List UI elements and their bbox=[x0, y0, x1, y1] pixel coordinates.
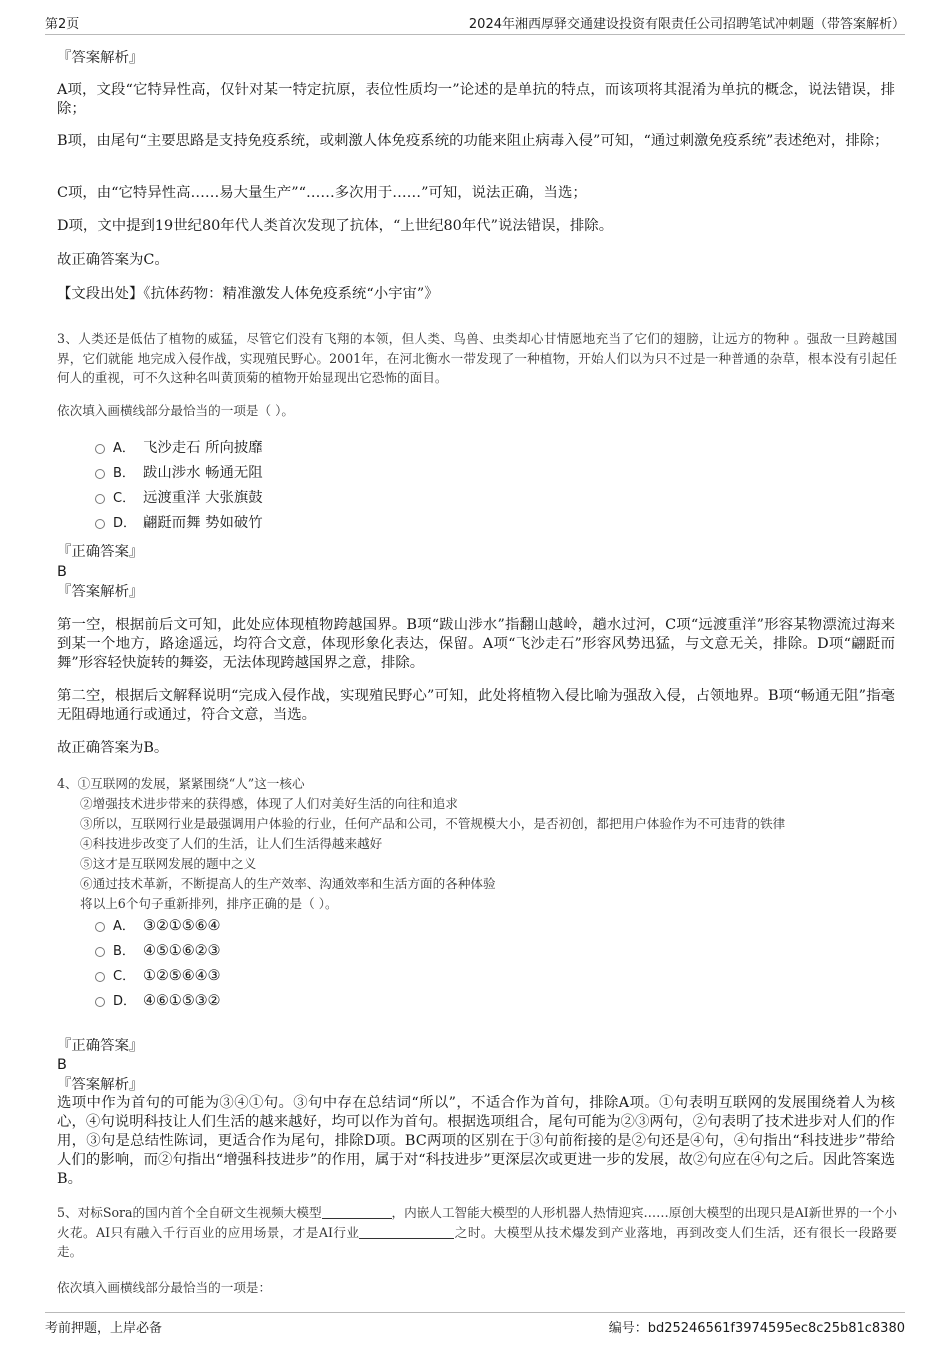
q4-option-a[interactable]: A． ③②①⑤⑥④ bbox=[95, 914, 220, 939]
q4-sentences bbox=[80, 794, 880, 914]
footer-slogan: 考前押题，上岸必备 bbox=[45, 1321, 163, 1336]
q3-option-c[interactable]: C． 远渡重洋 大张旗鼓 bbox=[95, 486, 263, 511]
correct-answer-label: 『正确答案』 bbox=[57, 544, 144, 560]
q3-option-d[interactable]: D． 翩跹而舞 势如破竹 bbox=[95, 511, 263, 536]
radio-icon[interactable] bbox=[95, 494, 105, 504]
q4-sentence-4: ④科技进步改变了人们的生活，让人们生活得越来越好 bbox=[80, 836, 383, 851]
fill-blank bbox=[359, 1225, 454, 1239]
q3-option-b[interactable]: B． 跋山涉水 畅通无阻 bbox=[95, 461, 263, 486]
page-header bbox=[45, 10, 905, 35]
radio-icon[interactable] bbox=[95, 519, 105, 529]
radio-icon[interactable] bbox=[95, 947, 105, 957]
radio-icon[interactable] bbox=[95, 997, 105, 1007]
q4-sentence-6: ⑥通过技术革新，不断提高人的生产效率、沟通效率和生活方面的各种体验 bbox=[80, 876, 496, 891]
q5-prompt: 依次填入画横线部分最恰当的一项是： bbox=[57, 1280, 272, 1295]
q2-analysis-b: B项，由尾句“主要思路是支持免疫系统，或刺激人体免疫系统的功能来阻止病毒入侵”可知，“通过刺激免疫系统”表述绝对，排除； bbox=[57, 133, 889, 149]
q3-prompt: 依次填入画横线部分最恰当的一项是（ ）。 bbox=[57, 403, 294, 418]
q2-source: 【文段出处】《抗体药物：精准激发人体免疫系统“小宇宙”》 bbox=[57, 286, 439, 302]
q4-option-b[interactable]: B． ④⑤①⑥②③ bbox=[95, 939, 220, 964]
q2-analysis-d: D项，文中提到19世纪80年代人类首次发现了抗体，“上世纪80年代”说法错误，排除。 bbox=[57, 218, 614, 234]
radio-icon[interactable] bbox=[95, 922, 105, 932]
q5-stem: 5、对标Sora的国内首个全自研文生视频大模型 ，内嵌人工智能大模型的人形机器人热情迎宾……原创大模型的出现只是AI新世界的一个小火花。AI只有融入千行百业的应用场景，才是AI行业 之时。大模型从技术爆发到产业落地，再到改变人们生活，还有很长一段路要走。 bbox=[57, 1205, 897, 1259]
page-number: 第2页 bbox=[45, 17, 80, 32]
q4-option-c[interactable]: C． ①②⑤⑥④③ bbox=[95, 964, 220, 989]
radio-icon[interactable] bbox=[95, 972, 105, 982]
radio-icon[interactable] bbox=[95, 444, 105, 454]
correct-answer-label: 『正确答案』 bbox=[57, 1038, 144, 1054]
q4-sentence-2: ②增强技术进步带来的获得感，体现了人们对美好生活的向往和追求 bbox=[80, 796, 458, 811]
q4-sentence-5: ⑤这才是互联网发展的题中之义 bbox=[80, 856, 257, 871]
analysis-label: 『答案解析』 bbox=[57, 584, 144, 600]
q4-answer: B bbox=[57, 1057, 67, 1073]
q4-sentence-3: ③所以，互联网行业是最强调用户体验的行业，任何产品和公司，不管规模大小，是否初创，都把用户体验作为不可违背的铁律 bbox=[80, 816, 786, 831]
q3-option-a[interactable]: A． 飞沙走石 所向披靡 bbox=[95, 436, 263, 461]
radio-icon[interactable] bbox=[95, 469, 105, 479]
q4-sentence-1: 4、①互联网的发展，紧紧围绕“人”这一核心 bbox=[57, 776, 305, 791]
q4-options bbox=[95, 914, 220, 1014]
q3-answer: B bbox=[57, 564, 67, 580]
q3-conclusion: 故正确答案为B。 bbox=[57, 740, 169, 756]
fill-blank bbox=[322, 1205, 392, 1219]
q2-analysis-c: C项，由“它特异性高……易大量生产”“……多次用于……”可知，说法正确，当选； bbox=[57, 185, 587, 201]
analysis-label: 『答案解析』 bbox=[57, 1077, 144, 1093]
q2-analysis-a: A项，文段“它特异性高，仅针对某一特定抗原，表位性质均一”论述的是单抗的特点，而该项将其混淆为单抗的概念，说法错误，排除； bbox=[57, 82, 895, 117]
q4-analysis: 选项中作为首句的可能为③④①句。③句中存在总结词“所以”，不适合作为首句，排除A项。①句表明互联网的发展围绕着人为核心，④句说明科技让人们生活的越来越好，均可以作为首句。根据选项组合，尾句可能为②③两句，②句表明了技术进步对人们的作用，③句是总结性陈词，更适合作为尾句，排除D项。BC两项的区别在于③句前衔接的是②句还是④句，④句指出“科技进步”带给人们的影响，而②句指出“增强科技进步”的作用，属于对“科技进步”更深层次或更进一步的发展，故②句应在④句之后。因此答案选B。 bbox=[57, 1095, 895, 1187]
q3-analysis-1: 第一空，根据前后文可知，此处应体现植物跨越国界。B项“跋山涉水”指翻山越岭，趟水过河，C项“远渡重洋”形容某物漂流过海来到某一个地方，路途遥远，均符合文意，体现形象化表达，保留。A项“飞沙走石”形容风势迅猛，与文意无关，排除。D项“翩跹而舞”形容轻快旋转的舞姿，无法体现跨越国界之意，排除。 bbox=[57, 617, 895, 671]
page-footer bbox=[45, 1312, 905, 1341]
q2-conclusion: 故正确答案为C。 bbox=[57, 252, 169, 268]
document-title: 2024年湘西厚驿交通建设投资有限责任公司招聘笔试冲刺题（带答案解析） bbox=[468, 17, 905, 32]
q4-prompt: 将以上6个句子重新排列，排序正确的是（ ）。 bbox=[80, 896, 338, 911]
q3-stem: 3、人类还是低估了植物的威猛，尽管它们没有飞翔的本领，但人类、鸟兽、虫类却心甘情愿地充当了它们的翅膀，让远方的物种 。强敌一旦跨越国界，它们就能 地完成入侵作战，实现殖民野心。2001年，在河北衡水一带发现了一种植物，开始人们以为只不过是一种普通的杂草，根本没有引起任何人的重视，可不久这种名叫黄顶菊的植物开始显现出它恐怖的面目。 bbox=[57, 331, 897, 385]
q3-analysis-2: 第二空，根据后文解释说明“完成入侵作战，实现殖民野心”可知，此处将植物入侵比喻为强敌入侵，占领地界。B项“畅通无阻”指毫无阻碍地通行或通过，符合文意，当选。 bbox=[57, 688, 895, 723]
q3-options bbox=[95, 436, 263, 536]
document-id: 编号：bd25246561f3974595ec8c25b81c8380 bbox=[608, 1321, 905, 1336]
q4-option-d[interactable]: D． ④⑥①⑤③② bbox=[95, 989, 220, 1014]
analysis-label: 『答案解析』 bbox=[57, 50, 144, 66]
